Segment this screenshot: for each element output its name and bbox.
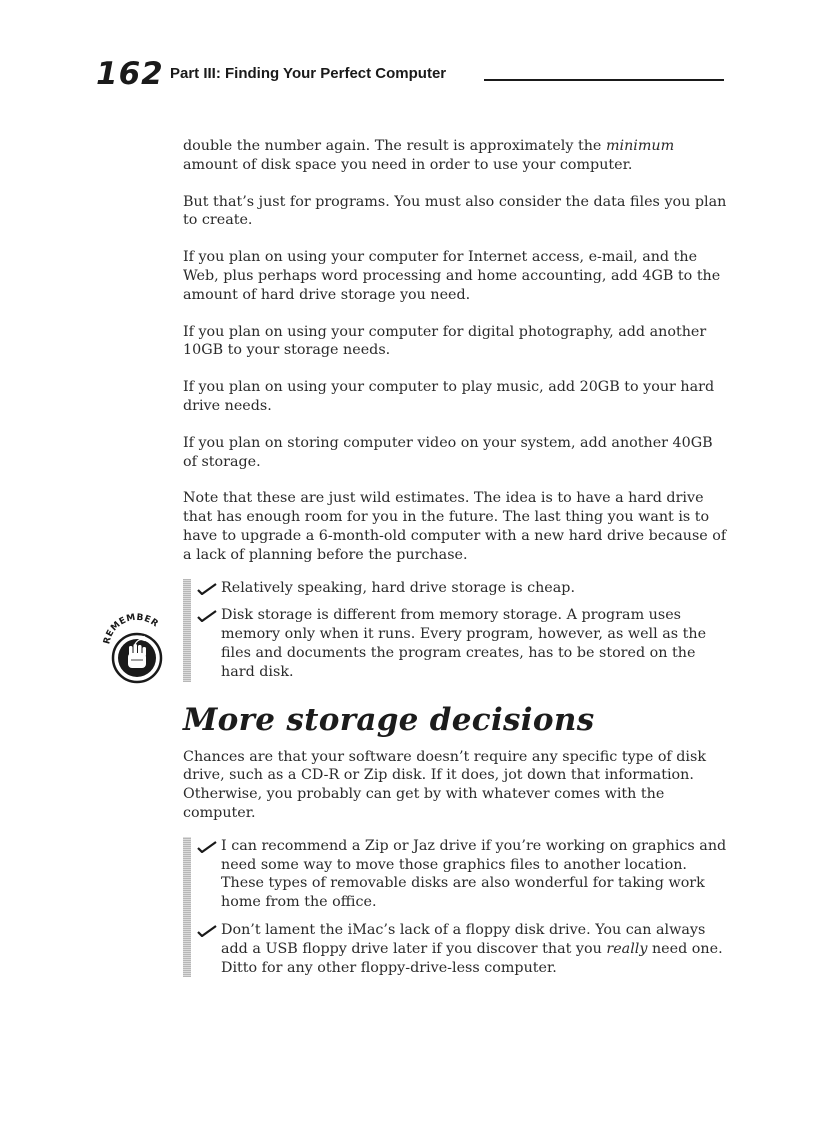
paragraph: Chances are that your software doesn’t require any specific type of disk drive, such as a CD-R or Zip disk. If it does, jot down that information. Otherwise, you probably can get by with whatever comes with the computer. xyxy=(183,748,706,821)
bullet-list xyxy=(183,579,728,682)
paragraph: If you plan on storing computer video on your system, add another 40GB of storage. xyxy=(183,434,713,470)
checkmark-icon xyxy=(197,925,217,937)
header-rule xyxy=(484,79,724,81)
svg-text:REMEMBER: REMEMBER xyxy=(102,612,161,646)
running-head xyxy=(96,56,724,92)
page-body xyxy=(183,137,728,991)
checkmark-icon xyxy=(197,610,217,622)
paragraph: Note that these are just wild estimates. The idea is to have a hard drive that has enough room for you in the future. The last thing you want is to have to upgrade a 6-month-old computer with a new hard drive because of a lack of planning before the purchase. xyxy=(183,490,727,563)
paragraph: If you plan on using your computer for digital photography, add another 10GB to your storage needs. xyxy=(183,323,707,359)
list-item: Relatively speaking, hard drive storage is cheap. xyxy=(183,579,728,598)
paragraph: If you plan on using your computer for Internet access, e-mail, and the Web, plus perhaps word processing and home accounting, add 4GB to the amount of hard drive storage you need. xyxy=(183,249,721,303)
bullet-list xyxy=(183,837,728,978)
checkmark-icon xyxy=(197,583,217,595)
paragraph: If you plan on using your computer to play music, add 20GB to your hard drive needs. xyxy=(183,379,715,414)
paragraph: double the number again. The result is approximately the minimum amount of disk space you need in order to use your computer. xyxy=(183,138,675,173)
list-item: Don’t lament the iMac’s lack of a floppy disk drive. You can always add a USB floppy drive later if you discover that you really need one. Ditto for any other floppy-drive-less computer. xyxy=(183,921,728,977)
checkmark-icon xyxy=(197,841,217,853)
paragraph: But that’s just for programs. You must also consider the data files you plan to create. xyxy=(183,193,727,229)
remember-icon xyxy=(97,608,177,688)
list-item: I can recommend a Zip or Jaz drive if you’re working on graphics and need some way to move those graphics files to another location. These types of removable disks are also wonderful for taking work home from the office. xyxy=(183,837,728,912)
page-number: 162 xyxy=(96,56,164,92)
section-heading: More storage decisions xyxy=(183,701,595,738)
list-item: Disk storage is different from memory storage. A program uses memory only when it runs. Every program, however, as well as the files and documents the program creates, has to be stored on the hard disk. xyxy=(183,606,728,681)
part-title: Part III: Finding Your Perfect Computer xyxy=(170,65,447,82)
